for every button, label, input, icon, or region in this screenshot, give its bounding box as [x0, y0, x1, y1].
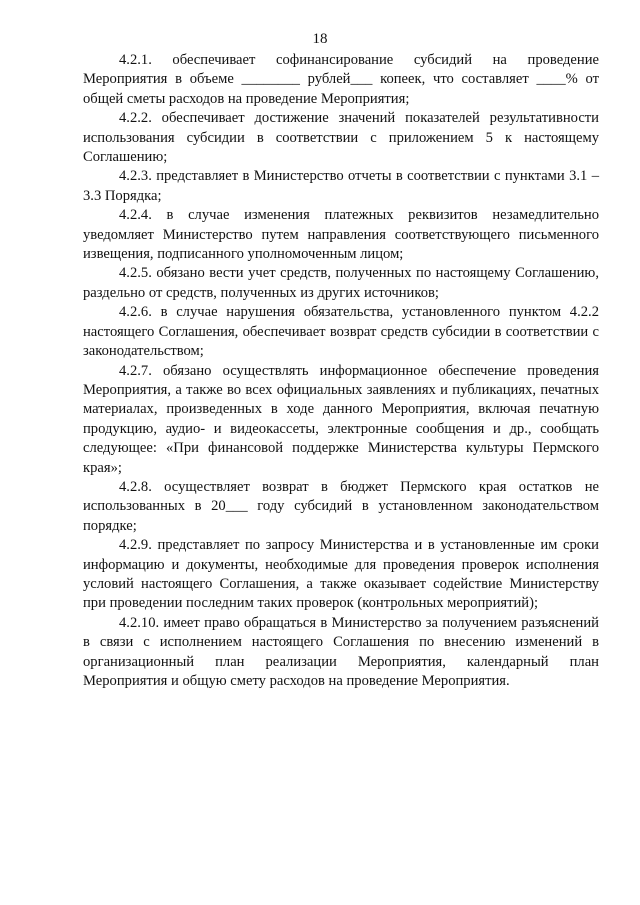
- clause-4-2-10: 4.2.10. имеет право обращаться в Министерство за получением разъяснений в связи с исполнением настоящего Соглашения по внесению изменений в организационный план реализации Мероприятия, календарный план Мероприятия и общую смету расходов на проведение Мероприятия.: [83, 614, 599, 689]
- clause-4-2-7: 4.2.7. обязано осуществлять информационное обеспечение проведения Мероприятия, а также во всех официальных заявлениях и публикациях, печатных материалах, произведенных в ходе данного Мероприятия, включая печатную продукцию, аудио- и видеокассеты, электронные сообщения и др., сообщать следующее: «При финансовой поддержке Министерства культуры Пермского края»;: [83, 362, 599, 476]
- clause-4-2-5: 4.2.5. обязано вести учет средств, полученных по настоящему Соглашению, раздельно от средств, полученных из других источников;: [83, 265, 599, 301]
- document-body: [83, 51, 599, 691]
- clause-4-2-2: 4.2.2. обеспечивает достижение значений показателей результативности использования субсидии в соответствии с приложением 5 к настоящему Соглашению;: [83, 110, 599, 166]
- clause-4-2-9: 4.2.9. представляет по запросу Министерства и в установленные им сроки информацию и документы, необходимые для проведения проверок исполнения условий настоящего Соглашения, а также оказывает содействие Министерству при проведении последним таких проверок (контрольных мероприятий);: [83, 537, 599, 612]
- clause-4-2-3: 4.2.3. представляет в Министерство отчеты в соответствии с пунктами 3.1 – 3.3 Порядка;: [83, 168, 599, 204]
- clause-4-2-4: 4.2.4. в случае изменения платежных реквизитов незамедлительно уведомляет Министерство путем направления соответствующего письменного извещения, подписанного уполномоченным лицом;: [83, 207, 599, 263]
- clause-4-2-1: 4.2.1. обеспечивает софинансирование субсидий на проведение Мероприятия в объеме ________ рублей___ копеек, что составляет ____% от общей сметы расходов на проведение Мероприятия;: [83, 52, 599, 107]
- page-number: 18: [312, 31, 328, 47]
- clause-4-2-6: 4.2.6. в случае нарушения обязательства, установленного пунктом 4.2.2 настоящего Соглашения, обеспечивает возврат средств субсидии в соответствии с законодательством;: [83, 304, 599, 360]
- clause-4-2-8: 4.2.8. осуществляет возврат в бюджет Пермского края остатков не использованных в 20___ году субсидий в установленном законодательством порядке;: [83, 478, 599, 534]
